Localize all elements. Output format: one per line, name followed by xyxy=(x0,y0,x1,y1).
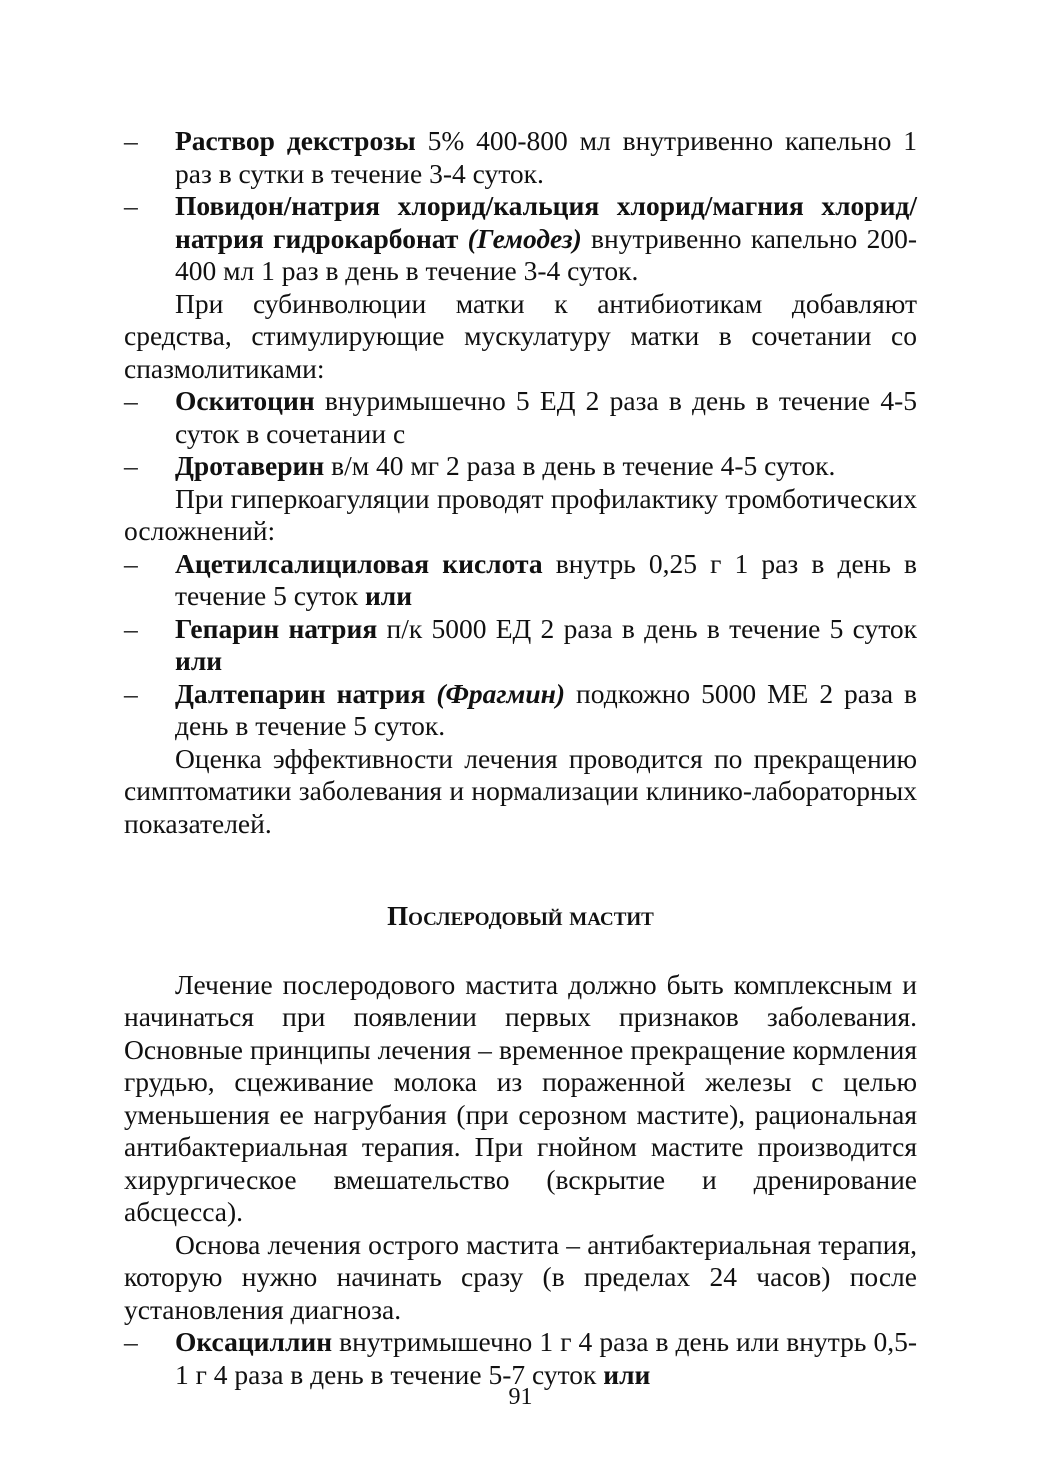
drug-name: Дротаверин xyxy=(175,450,325,481)
list-item-oxacillin xyxy=(124,1326,917,1391)
list-item-drotaverine xyxy=(124,450,917,483)
section-gap xyxy=(124,840,917,900)
drug-name: Гепарин натрия xyxy=(175,612,378,644)
drug-dosage: п/к 5000 ЕД 2 раза в день в течение 5 суток xyxy=(377,612,917,644)
drug-name: Повидон/натрия хлорид/кальция хлорид/магния хлорид/натрия гидрокарбонат xyxy=(175,190,917,254)
list-item-oxytocin xyxy=(124,385,917,450)
drug-name: Раствор декстрозы xyxy=(175,125,416,156)
list-dash: – xyxy=(124,190,138,221)
list-item-dalteparin xyxy=(124,678,917,743)
drug-dosage: внутрь 0,25 г 1 раз в день в течение 5 суток xyxy=(175,547,918,611)
paragraph-antibacterial: Основа лечения острого мастита – антибактериальная терапия, которую нужно начинать сразу (в пределах 24 часов) после установления диагноза. xyxy=(124,1228,917,1325)
list-dash: – xyxy=(124,385,138,416)
list-dash: – xyxy=(124,677,138,709)
paragraph-hypercoagulation: При гиперкоагуляции проводят профилактику тромботических осложнений: xyxy=(124,482,917,546)
paragraph-mastitis-treatment: Лечение послеродового мастита должно быть комплексным и начинаться при появлении первых признаков заболевания. Основные принципы лечения – временное прекращение кормления грудью, сцеживание молока из пораженной железы с целью уменьшения ее нагрубания (при серозном мастите), рациональная антибактериальная терапия. При гнойном мастите производится хирургическое вмешательство (вскрытие и дренирование абсцесса). xyxy=(124,968,917,1227)
conjunction-or: или xyxy=(175,645,223,676)
list-item-dextrose xyxy=(124,125,917,190)
drug-dosage: внутримышечно 1 г 4 раза в день или внутрь 0,5-1 г 4 раза в день в течение 5-7 суток xyxy=(175,1326,917,1390)
drug-name: Оскитоцин xyxy=(175,385,315,416)
drug-trade-name: (Гемодез) xyxy=(467,222,582,254)
drug-trade-name: (Фрагмин) xyxy=(436,677,566,709)
list-dash: – xyxy=(124,547,138,579)
conjunction-or: или xyxy=(603,1358,651,1390)
list-item-gemodez xyxy=(124,190,917,288)
drug-dosage: подкожно 5000 МЕ 2 раза в день в течение 5 суток. xyxy=(175,677,917,741)
heading-gap xyxy=(124,933,917,969)
drug-dosage: внутривенно капельно 200-400 мл 1 раз в день в течение 3-4 суток. xyxy=(175,222,917,286)
list-dash: – xyxy=(124,450,138,481)
paragraph-subinvolution: При субинволюции матки к антибиотикам добавляют средства, стимулирующие мускулатуру матки в сочетании со спазмолитиками: xyxy=(124,287,917,384)
list-item-aspirin xyxy=(124,548,917,613)
list-dash: – xyxy=(124,612,138,644)
drug-dosage: 5% 400-800 мл внутривенно капельно 1 раз в сутки в течение 3-4 суток. xyxy=(175,125,917,189)
page-body xyxy=(124,125,917,1391)
page-number: 91 xyxy=(508,1384,533,1410)
conjunction-or: или xyxy=(364,580,413,611)
list-dash: – xyxy=(124,1326,138,1357)
drug-name: Далтепарин натрия xyxy=(175,677,426,709)
section-heading: Послеродовый мастит xyxy=(387,901,654,931)
drug-dosage: в/м 40 мг 2 раза в день в течение 4-5 суток. xyxy=(324,450,836,481)
drug-dosage: внуримышечно 5 ЕД 2 раза в день в течение 4-5 суток в сочетании с xyxy=(175,385,917,449)
paragraph-efficacy: Оценка эффективности лечения проводится по прекращению симптоматики заболевания и нормализации клинико-лабораторных показателей. xyxy=(124,742,917,839)
list-item-heparin xyxy=(124,613,917,678)
list-dash: – xyxy=(124,125,138,156)
drug-name: Оксациллин xyxy=(175,1326,333,1357)
drug-name: Ацетилсалициловая кислота xyxy=(175,547,543,579)
